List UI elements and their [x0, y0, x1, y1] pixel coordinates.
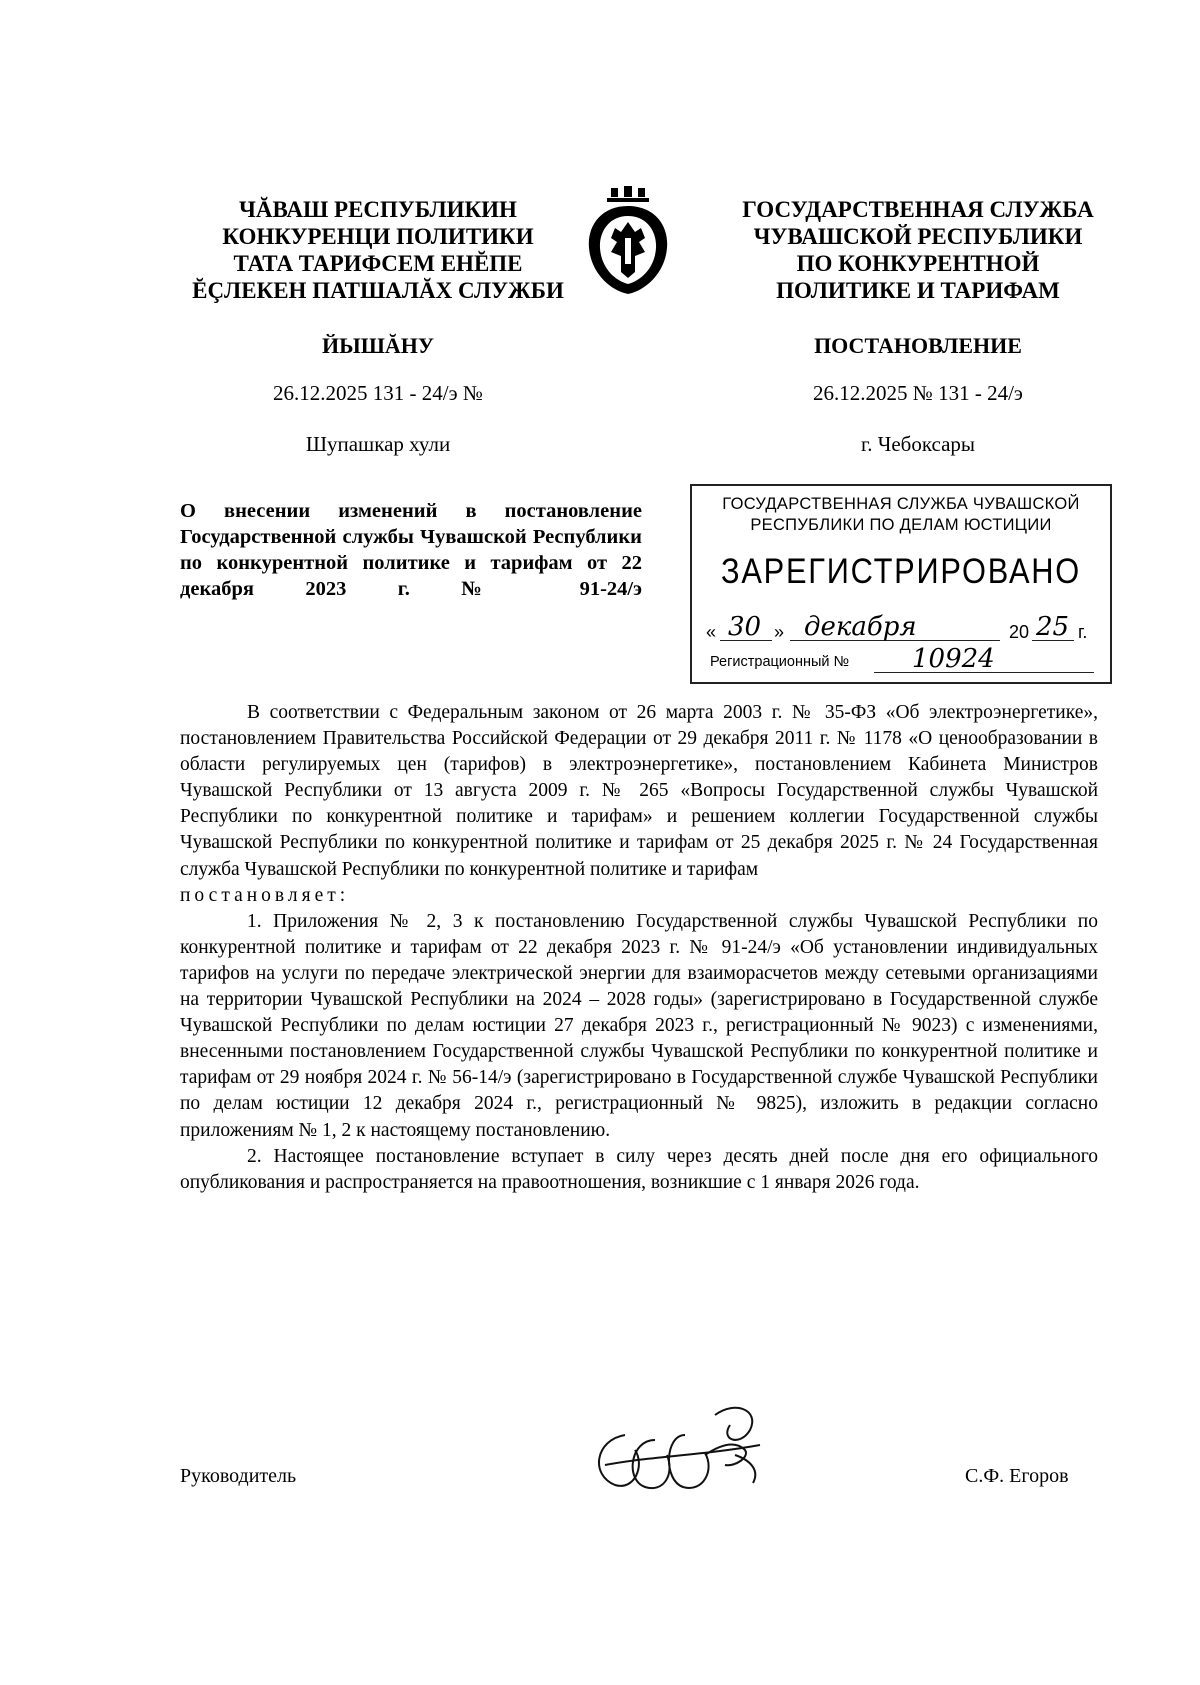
- doc-type-left: ЙЫШĂНУ: [321, 333, 435, 358]
- registration-stamp: [690, 484, 1112, 684]
- body-intro: В соответствии с Федеральным законом от 26 марта 2003 г. № 35-ФЗ «Об электроэнергетике», постановлением Правительства Российской Федерации от 29 декабря 2011 г. № 1178 «О ценообразовании в области регулируемых цен (тарифов) в электроэнергетике», постановлением Кабинета Министров Чувашской Республики от 13 августа 2009 г. № 265 «Вопросы Государственной службы Чувашской Республики по конкурентной политике и тарифам» и решением коллегии Государственной службы Чувашской Республики по конкурентной политике и тарифам от 25 декабря 2025 г. № 24 Государственная служба Чувашской Республики по конкурентной политике и тарифам: [180, 702, 1098, 880]
- stamp-organization: [692, 494, 1110, 536]
- header-left: [178, 196, 578, 304]
- stamp-reg-label: Регистрационный №: [710, 654, 850, 670]
- city-right: г. Чебоксары: [860, 432, 976, 456]
- stamp-org-line: ГОСУДАРСТВЕННАЯ СЛУЖБА ЧУВАШСКОЙ: [722, 495, 1080, 513]
- stamp-date: [704, 612, 1094, 644]
- stamp-day: 30: [728, 612, 762, 642]
- stamp-quote-close: »: [774, 622, 785, 642]
- doc-number-right: 26.12.2025 № 131 - 24/э: [813, 381, 1023, 405]
- stamp-month: декабря: [804, 612, 917, 642]
- header-right-line: ГОСУДАРСТВЕННАЯ СЛУЖБА: [742, 197, 1094, 222]
- stamp-org-line: РЕСПУБЛИКИ ПО ДЕЛАМ ЮСТИЦИИ: [750, 516, 1052, 534]
- stamp-quote-open: «: [706, 622, 717, 642]
- stamp-year-prefix: 20: [1009, 622, 1030, 642]
- stamp-year-suffix: 25: [1036, 612, 1070, 642]
- header-right-line: ЧУВАШСКОЙ РЕСПУБЛИКИ: [753, 224, 1083, 249]
- header-right-line: ПО КОНКУРЕНТНОЙ: [796, 251, 1040, 276]
- header-right-line: ПОЛИТИКЕ И ТАРИФАМ: [776, 278, 1060, 303]
- signatory-name: С.Ф. Егоров: [965, 1465, 1069, 1487]
- stamp-reg-number: 10924: [912, 644, 995, 674]
- signatory-position: Руководитель: [180, 1465, 297, 1487]
- stamp-year-unit: г.: [1078, 622, 1088, 642]
- city-left: Шупашкар хули: [305, 432, 451, 456]
- header-left-line: ТАТА ТАРИФСЕМ ЕНĔПЕ: [233, 251, 523, 276]
- body-item-2: 2. Настоящее постановление вступает в силу через десять дней после дня его официального опубликования и распространяется на правоотношения, возникшие с 1 января 2026 года.: [180, 1145, 1098, 1193]
- document-body: [180, 700, 1098, 1196]
- header-left-line: ĔÇЛЕКЕН ПАТШАЛĂХ СЛУЖБИ: [192, 278, 564, 303]
- header-right: [718, 196, 1118, 304]
- body-item-1: 1. Приложения № 2, 3 к постановлению Государственной службы Чувашской Республики по конкурентной политике и тарифам от 22 декабря 2023 г. № 91-24/э «Об установлении индивидуальных тарифов на услуги по передаче электрической энергии для взаиморасчетов между сетевыми организациями на территории Чувашской Республики на 2024 – 2028 годы» (зарегистрировано в Государственной службе Чувашской Республики по делам юстиции 27 декабря 2023 г., регистрационный № 9023) с изменениями, внесенными постановлением Государственной службы Чувашской Республики по конкурентной политике и тарифам от 29 ноября 2024 г. № 56-14/э (зарегистрировано в Государственной службе Чувашской Республики по делам юстиции 12 декабря 2024 г., регистрационный № 9825), изложить в редакции согласно приложениям № 1, 2 к настоящему постановлению.: [180, 910, 1098, 1141]
- document-subject: О внесении изменений в постановление Государственной службы Чувашской Республики по конкурентной политике и тарифам от 22 декабря 2023 г. № 91-24/э: [180, 500, 642, 600]
- header-left-line: КОНКУРЕНЦИ ПОЛИТИКИ: [222, 224, 534, 249]
- stamp-registered-label: ЗАРЕГИСТРИРОВАНО: [720, 552, 1082, 591]
- doc-number-left: 26.12.2025 131 - 24/э №: [273, 381, 483, 405]
- chuvash-emblem-icon: [581, 186, 675, 296]
- doc-type-right: ПОСТАНОВЛЕНИЕ: [814, 333, 1022, 358]
- body-decree: постановляет:: [180, 884, 350, 906]
- header-left-line: ЧĂВАШ РЕСПУБЛИКИН: [239, 197, 517, 222]
- handwritten-signature-icon: [585, 1395, 775, 1505]
